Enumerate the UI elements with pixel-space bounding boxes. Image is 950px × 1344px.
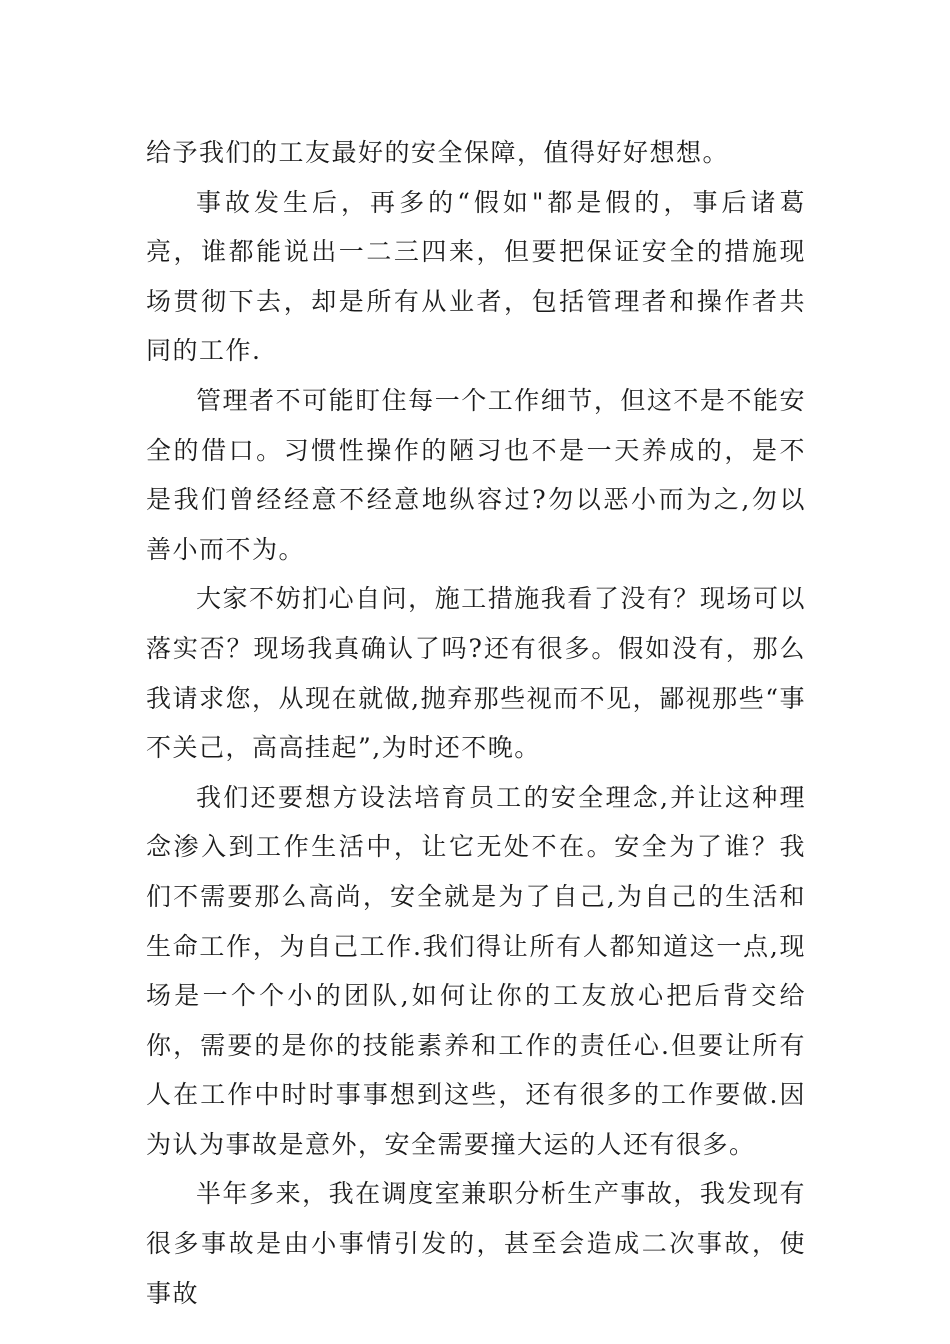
document-body [146,128,806,1318]
paragraph-safety-culture: 我们还要想方设法培育员工的安全理念,并让这种理念渗入到工作生活中，让它无处不在。安全为了谁？我们不需要那么高尚，安全就是为了自己,为自己的生活和生命工作，为自己工作.我们得让所有人都知道这一点,现场是一个个小的团队,如何让你的工友放心把后背交给你，需要的是你的技能素养和工作的责任心.但要让所有人在工作中时时事事想到这些，还有很多的工作要做.因为认为事故是意外，安全需要撞大运的人还有很多。 [146,782,806,1159]
paragraph-managers: 管理者不可能盯住每一个工作细节，但这不是不能安全的借口。习惯性操作的陋习也不是一天养成的，是不是我们曾经经意不经意地纵容过?勿以恶小而为之,勿以善小而不为。 [146,385,806,564]
paragraph-self-reflection: 大家不妨扪心自问，施工措施我看了没有？现场可以落实否？现场我真确认了吗?还有很多。假如没有，那么我请求您，从现在就做,抛弃那些视而不见，鄙视那些“事不关己，高高挂起”,为时还不晚。 [146,584,806,763]
paragraph-continuation: 给予我们的工友最好的安全保障，值得好好想想。 [146,138,730,167]
paragraph-after-accident: 事故发生后，再多的“假如"都是假的，事后诸葛亮，谁都能说出一二三四来，但要把保证安全的措施现场贯彻下去，却是所有从业者，包括管理者和操作者共同的工作. [146,187,806,366]
paragraph-half-year: 半年多来，我在调度室兼职分析生产事故，我发现有很多事故是由小事情引发的，甚至会造成二次事故，使事故 [146,1179,806,1308]
